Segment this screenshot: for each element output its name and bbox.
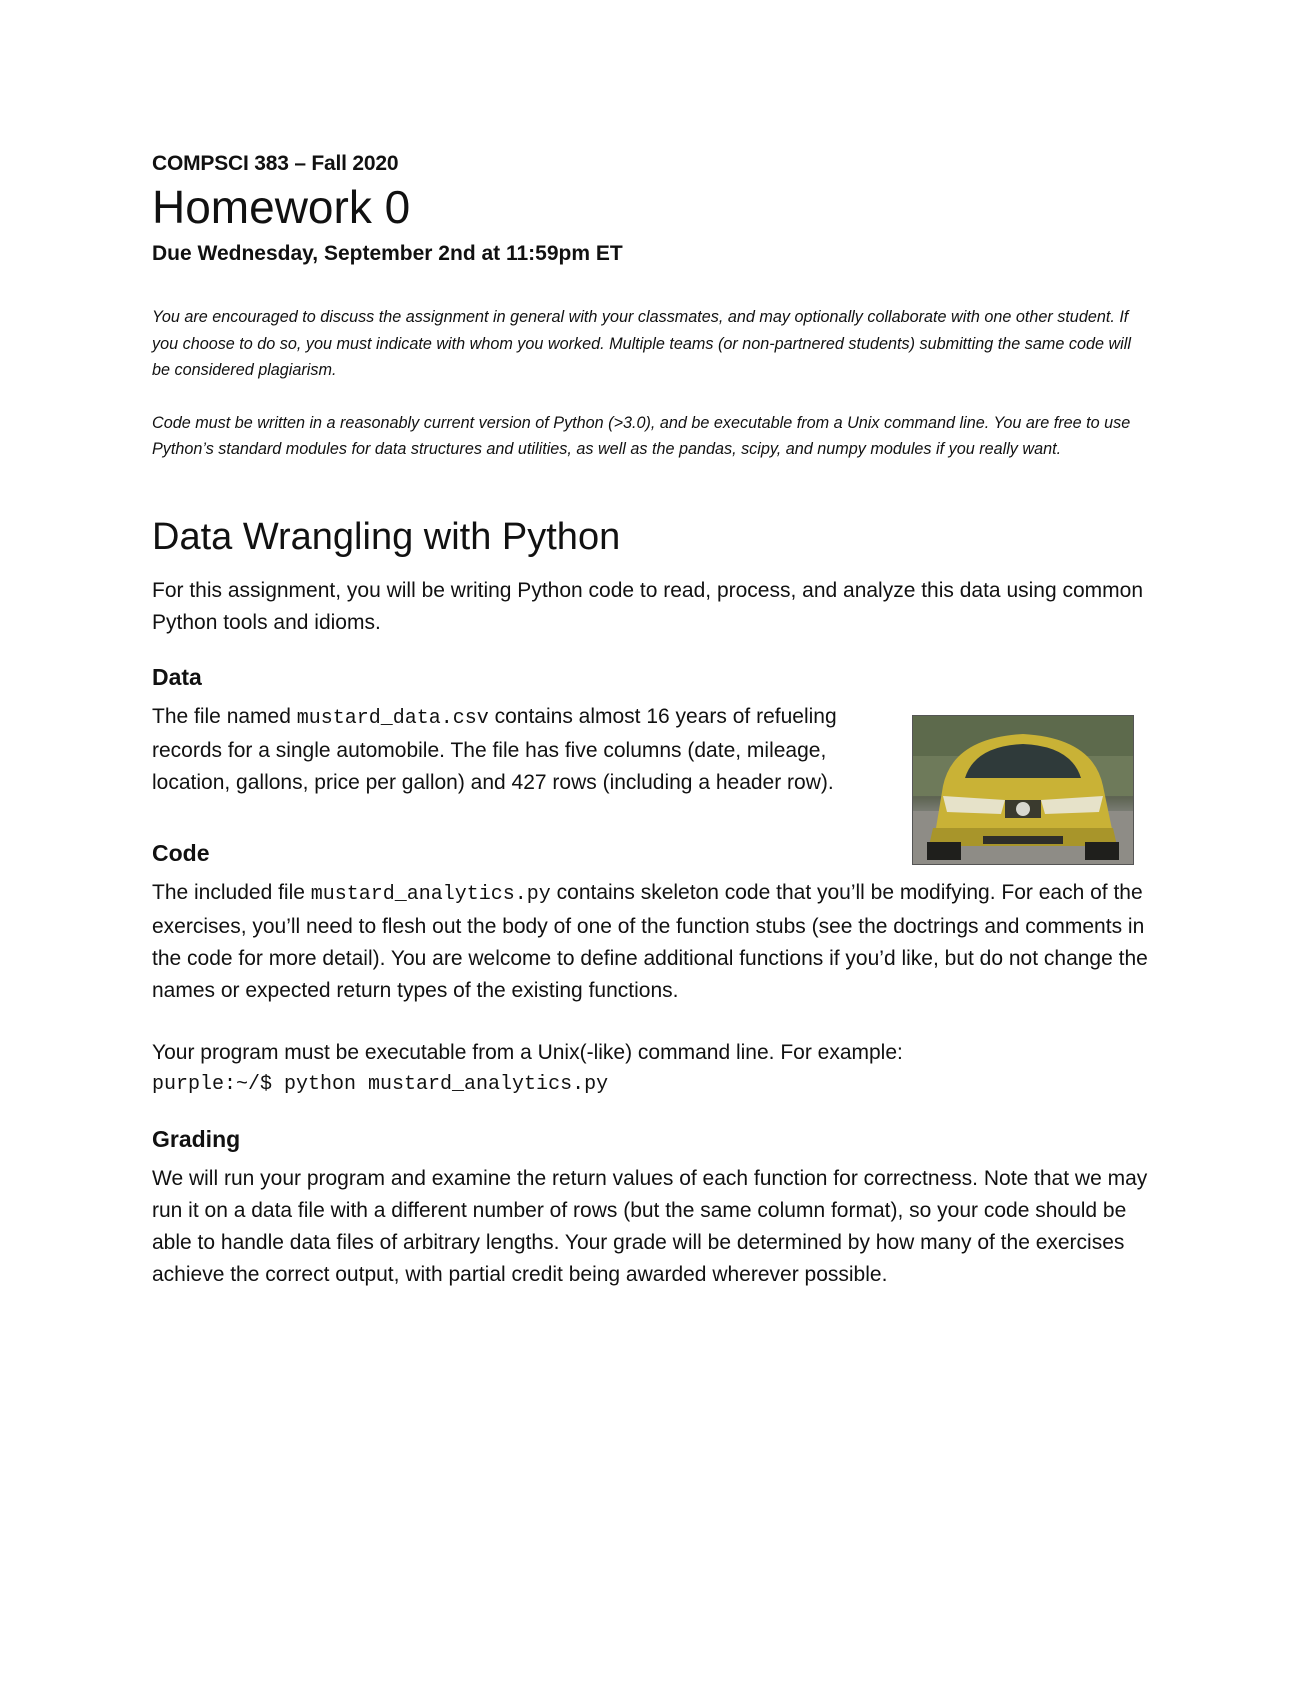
grading-paragraph: We will run your program and examine the return values of each function for correctness. Note that we may run it on a data file with a different number of rows (but the same column format), so your code should be able to handle data files of arbitrary lengths. Your grade will be determined by how many of the exercises achieve the correct output, with partial credit being awarded wherever possible.: [152, 1166, 1148, 1286]
due-date: Due Wednesday, September 2nd at 11:59pm ET: [152, 242, 623, 265]
data-block: [152, 701, 1152, 799]
data-text-before: The file named: [152, 704, 297, 728]
code-requirements: Code must be written in a reasonably current version of Python (>3.0), and be executable from a Unix command line. You are free to use Python’s standard modules for data structures and utilities, as well as the pandas, scipy, and numpy modules if you really want.: [152, 413, 1131, 458]
car-illustration: [913, 716, 1133, 864]
data-paragraph: [152, 701, 852, 799]
intro-paragraph: For this assignment, you will be writing Python code to read, process, and analyze this data using common Python tools and idioms.: [152, 578, 1144, 634]
collaboration-policy: You are encouraged to discuss the assignment in general with your classmates, and may optionally collaborate with one other student. If you choose to do so, you must indicate with whom you worked. Multiple teams (or non-partnered students) submitting the same code will be considered plagiarism.: [152, 308, 1131, 379]
example-intro: Your program must be executable from a Unix(-like) command line. For example:: [152, 1040, 903, 1064]
page-title: Homework 0: [152, 181, 411, 233]
data-heading: Data: [152, 663, 202, 690]
code-text-after: contains skeleton code that you’ll be modifying. For each of the exercises, you’ll need to flesh out the body of one of the function stubs (see the doctrings and comments in the code for more detail). You are welcome to define additional functions if you’d like, but do not change the names or expected return types of the existing functions.: [152, 880, 1148, 1002]
example-command: purple:~/$ python mustard_analytics.py: [152, 1072, 609, 1096]
code-text-before: The included file: [152, 880, 311, 904]
data-filename: mustard_data.csv: [296, 706, 489, 730]
section-title: Data Wrangling with Python: [152, 515, 621, 558]
course-label: COMPSCI 383 – Fall 2020: [152, 152, 399, 175]
grading-heading: Grading: [152, 1125, 241, 1152]
document-page: [152, 150, 1152, 1291]
car-photo: [912, 715, 1134, 865]
code-filename: mustard_analytics.py: [310, 882, 551, 906]
data-text-after: contains almost 16 years of refueling records for a single automobile. The file has five columns (date, mileage, location, gallons, price per gallon) and 427 rows (including a header row).: [152, 704, 837, 794]
code-paragraph: [152, 877, 1152, 1007]
code-heading: Code: [152, 839, 210, 866]
